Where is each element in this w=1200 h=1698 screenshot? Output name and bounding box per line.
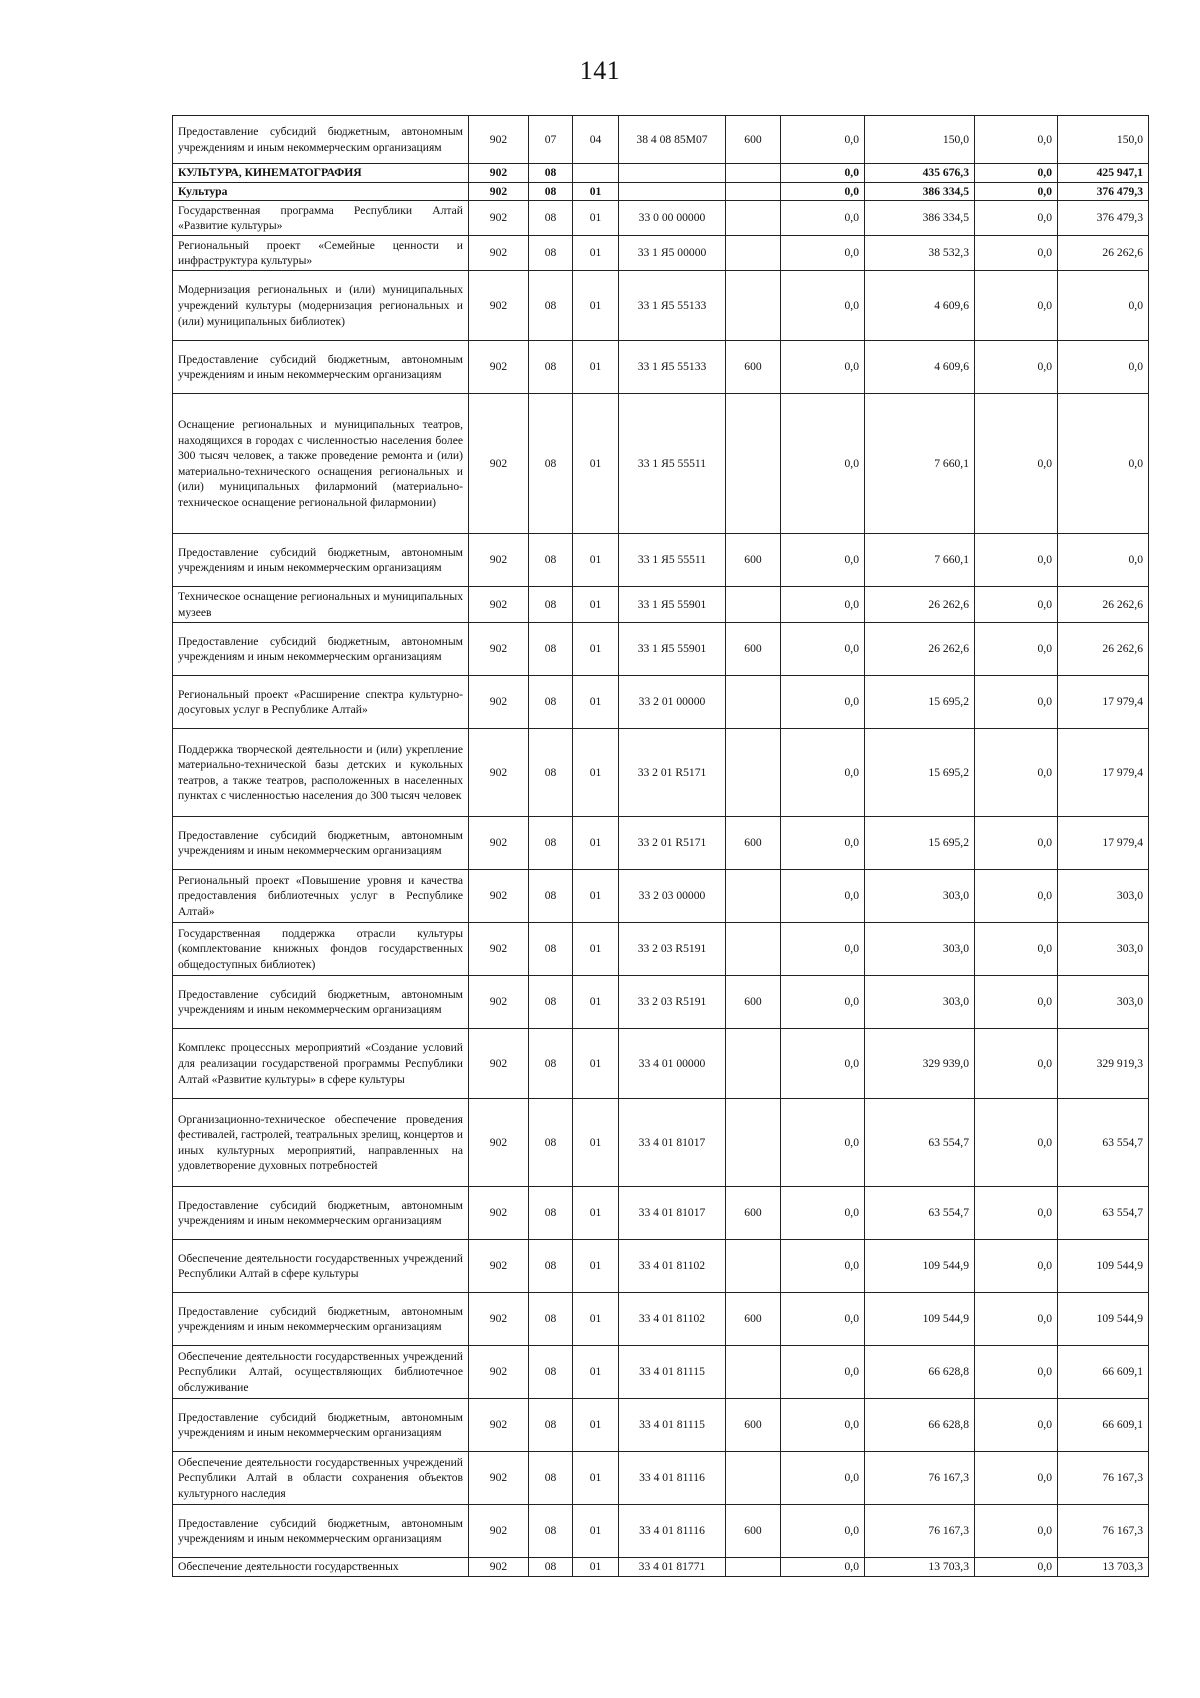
target-article-cell: 33 1 Я5 55133 <box>619 271 726 341</box>
section-code-cell: 08 <box>529 394 573 534</box>
expense-name-cell: Предоставление субсидий бюджетным, автономным учреждениям и иным некоммерческим организациям <box>173 341 469 394</box>
ministry-code-cell: 902 <box>469 271 529 341</box>
subsection-code-cell: 01 <box>573 1399 619 1452</box>
amount-2-cell: 63 554,7 <box>865 1099 975 1187</box>
amount-4-cell: 109 544,9 <box>1058 1240 1149 1293</box>
amount-2-cell: 150,0 <box>865 116 975 164</box>
amount-1-cell: 0,0 <box>781 182 865 201</box>
amount-1-cell: 0,0 <box>781 1240 865 1293</box>
amount-4-cell: 303,0 <box>1058 976 1149 1029</box>
amount-3-cell: 0,0 <box>975 341 1058 394</box>
amount-4-cell: 303,0 <box>1058 923 1149 976</box>
table-row <box>173 817 1149 870</box>
amount-3-cell: 0,0 <box>975 1240 1058 1293</box>
amount-4-cell: 63 554,7 <box>1058 1099 1149 1187</box>
target-article-cell: 33 4 01 81115 <box>619 1399 726 1452</box>
amount-1-cell: 0,0 <box>781 1346 865 1399</box>
subsection-code-cell: 01 <box>573 1505 619 1558</box>
amount-3-cell: 0,0 <box>975 676 1058 729</box>
section-code-cell: 08 <box>529 341 573 394</box>
ministry-code-cell: 902 <box>469 236 529 271</box>
amount-1-cell: 0,0 <box>781 1558 865 1577</box>
expense-name-cell: Государственная программа Республики Алтай «Развитие культуры» <box>173 201 469 236</box>
subsection-code-cell: 01 <box>573 817 619 870</box>
section-code-cell: 08 <box>529 271 573 341</box>
amount-1-cell: 0,0 <box>781 394 865 534</box>
amount-1-cell: 0,0 <box>781 271 865 341</box>
table-row <box>173 1399 1149 1452</box>
expense-type-cell <box>726 1099 781 1187</box>
amount-3-cell: 0,0 <box>975 394 1058 534</box>
amount-2-cell: 66 628,8 <box>865 1346 975 1399</box>
subsection-code-cell: 04 <box>573 116 619 164</box>
expense-name-cell: Предоставление субсидий бюджетным, автономным учреждениям и иным некоммерческим организациям <box>173 116 469 164</box>
amount-4-cell: 376 479,3 <box>1058 182 1149 201</box>
table-row <box>173 676 1149 729</box>
subsection-code-cell: 01 <box>573 1452 619 1505</box>
section-code-cell: 08 <box>529 623 573 676</box>
amount-2-cell: 303,0 <box>865 923 975 976</box>
amount-4-cell: 17 979,4 <box>1058 676 1149 729</box>
expense-type-cell: 600 <box>726 817 781 870</box>
target-article-cell: 33 4 01 81115 <box>619 1346 726 1399</box>
amount-4-cell: 17 979,4 <box>1058 817 1149 870</box>
expense-type-cell <box>726 182 781 201</box>
section-code-cell: 08 <box>529 817 573 870</box>
table-row <box>173 1187 1149 1240</box>
amount-3-cell: 0,0 <box>975 182 1058 201</box>
target-article-cell: 33 4 01 81116 <box>619 1452 726 1505</box>
table-row <box>173 729 1149 817</box>
table-row <box>173 1293 1149 1346</box>
expense-type-cell <box>726 236 781 271</box>
amount-1-cell: 0,0 <box>781 1505 865 1558</box>
subsection-code-cell: 01 <box>573 1029 619 1099</box>
table-row <box>173 271 1149 341</box>
target-article-cell: 33 2 01 00000 <box>619 676 726 729</box>
target-article-cell: 33 2 01 R5171 <box>619 729 726 817</box>
target-article-cell: 33 1 Я5 55901 <box>619 587 726 623</box>
expense-type-cell <box>726 587 781 623</box>
ministry-code-cell: 902 <box>469 116 529 164</box>
table-row <box>173 623 1149 676</box>
amount-2-cell: 15 695,2 <box>865 817 975 870</box>
expense-name-cell: Обеспечение деятельности государственных учреждений Республики Алтай, осуществляющих библиотечное обслуживание <box>173 1346 469 1399</box>
amount-2-cell: 76 167,3 <box>865 1505 975 1558</box>
expense-name-cell: Обеспечение деятельности государственных учреждений Республики Алтай в области сохранения объектов культурного наследия <box>173 1452 469 1505</box>
section-code-cell: 08 <box>529 1558 573 1577</box>
ministry-code-cell: 902 <box>469 1099 529 1187</box>
table-row <box>173 341 1149 394</box>
amount-1-cell: 0,0 <box>781 729 865 817</box>
section-code-cell: 08 <box>529 1399 573 1452</box>
subsection-code-cell: 01 <box>573 976 619 1029</box>
expense-type-cell: 600 <box>726 116 781 164</box>
amount-4-cell: 0,0 <box>1058 394 1149 534</box>
amount-3-cell: 0,0 <box>975 870 1058 923</box>
amount-3-cell: 0,0 <box>975 201 1058 236</box>
amount-4-cell: 303,0 <box>1058 870 1149 923</box>
amount-2-cell: 15 695,2 <box>865 676 975 729</box>
target-article-cell: 33 2 03 00000 <box>619 870 726 923</box>
expense-type-cell <box>726 1240 781 1293</box>
expense-name-cell: Оснащение региональных и муниципальных театров, находящихся в городах с численностью населения более 300 тысяч человек, а также проведение ремонта и (или) материально-технического оснащения региональных и (или) муниципальных филармоний (материально-техническое оснащение региональной филармонии) <box>173 394 469 534</box>
target-article-cell: 33 1 Я5 00000 <box>619 236 726 271</box>
table-row <box>173 1029 1149 1099</box>
amount-3-cell: 0,0 <box>975 1187 1058 1240</box>
section-code-cell: 07 <box>529 116 573 164</box>
table-row <box>173 164 1149 183</box>
table-row <box>173 182 1149 201</box>
subsection-code-cell: 01 <box>573 587 619 623</box>
amount-3-cell: 0,0 <box>975 1505 1058 1558</box>
page-number: 141 <box>579 56 621 85</box>
amount-4-cell: 376 479,3 <box>1058 201 1149 236</box>
amount-2-cell: 13 703,3 <box>865 1558 975 1577</box>
expense-name-cell: Модернизация региональных и (или) муниципальных учреждений культуры (модернизация региональных и (или) муниципальных библиотек) <box>173 271 469 341</box>
section-code-cell: 08 <box>529 1240 573 1293</box>
ministry-code-cell: 902 <box>469 394 529 534</box>
ministry-code-cell: 902 <box>469 1452 529 1505</box>
amount-2-cell: 109 544,9 <box>865 1293 975 1346</box>
table-row <box>173 394 1149 534</box>
target-article-cell: 33 2 03 R5191 <box>619 976 726 1029</box>
expense-name-cell: Организационно-техническое обеспечение проведения фестивалей, гастролей, театральных зрелищ, концертов и иных культурных мероприятий, направленных на удовлетворение духовных потребностей <box>173 1099 469 1187</box>
amount-1-cell: 0,0 <box>781 976 865 1029</box>
amount-3-cell: 0,0 <box>975 534 1058 587</box>
amount-1-cell: 0,0 <box>781 341 865 394</box>
ministry-code-cell: 902 <box>469 1399 529 1452</box>
expense-type-cell <box>726 870 781 923</box>
expense-name-cell: Государственная поддержка отрасли культуры (комплектование книжных фондов государственных общедоступных библиотек) <box>173 923 469 976</box>
expense-name-cell: Обеспечение деятельности государственных учреждений Республики Алтай в сфере культуры <box>173 1240 469 1293</box>
amount-4-cell: 66 609,1 <box>1058 1399 1149 1452</box>
expense-type-cell: 600 <box>726 341 781 394</box>
amount-2-cell: 4 609,6 <box>865 341 975 394</box>
section-code-cell: 08 <box>529 182 573 201</box>
table-row <box>173 1240 1149 1293</box>
amount-3-cell: 0,0 <box>975 1099 1058 1187</box>
target-article-cell <box>619 182 726 201</box>
expense-type-cell <box>726 1346 781 1399</box>
amount-4-cell: 0,0 <box>1058 271 1149 341</box>
table-row <box>173 1099 1149 1187</box>
expense-type-cell: 600 <box>726 534 781 587</box>
target-article-cell: 33 4 01 81771 <box>619 1558 726 1577</box>
table-row <box>173 1558 1149 1577</box>
subsection-code-cell: 01 <box>573 236 619 271</box>
section-code-cell: 08 <box>529 1029 573 1099</box>
expense-name-cell: Предоставление субсидий бюджетным, автономным учреждениям и иным некоммерческим организациям <box>173 623 469 676</box>
amount-4-cell: 109 544,9 <box>1058 1293 1149 1346</box>
ministry-code-cell: 902 <box>469 534 529 587</box>
amount-2-cell: 38 532,3 <box>865 236 975 271</box>
ministry-code-cell: 902 <box>469 164 529 183</box>
amount-2-cell: 303,0 <box>865 870 975 923</box>
expense-type-cell: 600 <box>726 1187 781 1240</box>
target-article-cell: 33 4 01 81017 <box>619 1187 726 1240</box>
subsection-code-cell: 01 <box>573 394 619 534</box>
target-article-cell <box>619 164 726 183</box>
amount-2-cell: 66 628,8 <box>865 1399 975 1452</box>
ministry-code-cell: 902 <box>469 341 529 394</box>
table-row <box>173 534 1149 587</box>
amount-1-cell: 0,0 <box>781 1452 865 1505</box>
amount-4-cell: 63 554,7 <box>1058 1187 1149 1240</box>
ministry-code-cell: 902 <box>469 976 529 1029</box>
amount-3-cell: 0,0 <box>975 1293 1058 1346</box>
section-code-cell: 08 <box>529 201 573 236</box>
amount-2-cell: 435 676,3 <box>865 164 975 183</box>
subsection-code-cell: 01 <box>573 182 619 201</box>
subsection-code-cell: 01 <box>573 1558 619 1577</box>
amount-4-cell: 17 979,4 <box>1058 729 1149 817</box>
amount-3-cell: 0,0 <box>975 1346 1058 1399</box>
ministry-code-cell: 902 <box>469 623 529 676</box>
amount-1-cell: 0,0 <box>781 817 865 870</box>
expense-type-cell: 600 <box>726 1399 781 1452</box>
expense-type-cell <box>726 1029 781 1099</box>
amount-3-cell: 0,0 <box>975 729 1058 817</box>
subsection-code-cell: 01 <box>573 1346 619 1399</box>
amount-2-cell: 329 939,0 <box>865 1029 975 1099</box>
ministry-code-cell: 902 <box>469 1293 529 1346</box>
expense-name-cell: Региональный проект «Семейные ценности и инфраструктура культуры» <box>173 236 469 271</box>
expense-type-cell <box>726 201 781 236</box>
target-article-cell: 33 1 Я5 55511 <box>619 394 726 534</box>
ministry-code-cell: 902 <box>469 1505 529 1558</box>
ministry-code-cell: 902 <box>469 923 529 976</box>
amount-2-cell: 303,0 <box>865 976 975 1029</box>
amount-3-cell: 0,0 <box>975 236 1058 271</box>
target-article-cell: 33 2 03 R5191 <box>619 923 726 976</box>
expense-name-cell: Предоставление субсидий бюджетным, автономным учреждениям и иным некоммерческим организациям <box>173 1293 469 1346</box>
expense-name-cell: Обеспечение деятельности государственных <box>173 1558 469 1577</box>
table-row <box>173 201 1149 236</box>
amount-4-cell: 13 703,3 <box>1058 1558 1149 1577</box>
table-row <box>173 236 1149 271</box>
expense-type-cell <box>726 1558 781 1577</box>
ministry-code-cell: 902 <box>469 1187 529 1240</box>
amount-3-cell: 0,0 <box>975 116 1058 164</box>
amount-1-cell: 0,0 <box>781 587 865 623</box>
target-article-cell: 33 4 01 81116 <box>619 1505 726 1558</box>
subsection-code-cell: 01 <box>573 271 619 341</box>
amount-4-cell: 0,0 <box>1058 341 1149 394</box>
expense-type-cell: 600 <box>726 623 781 676</box>
target-article-cell: 38 4 08 85М07 <box>619 116 726 164</box>
target-article-cell: 33 1 Я5 55901 <box>619 623 726 676</box>
expense-type-cell <box>726 271 781 341</box>
subsection-code-cell: 01 <box>573 201 619 236</box>
ministry-code-cell: 902 <box>469 201 529 236</box>
section-code-cell: 08 <box>529 1346 573 1399</box>
amount-4-cell: 26 262,6 <box>1058 236 1149 271</box>
amount-4-cell: 26 262,6 <box>1058 623 1149 676</box>
amount-3-cell: 0,0 <box>975 817 1058 870</box>
target-article-cell: 33 4 01 81017 <box>619 1099 726 1187</box>
expense-type-cell <box>726 394 781 534</box>
amount-2-cell: 76 167,3 <box>865 1452 975 1505</box>
amount-3-cell: 0,0 <box>975 923 1058 976</box>
table-row <box>173 1452 1149 1505</box>
subsection-code-cell: 01 <box>573 923 619 976</box>
amount-3-cell: 0,0 <box>975 1029 1058 1099</box>
amount-2-cell: 386 334,5 <box>865 201 975 236</box>
section-code-cell: 08 <box>529 236 573 271</box>
section-code-cell: 08 <box>529 1293 573 1346</box>
amount-1-cell: 0,0 <box>781 1399 865 1452</box>
expense-type-cell: 600 <box>726 1293 781 1346</box>
budget-table <box>172 115 1149 1577</box>
amount-4-cell: 329 919,3 <box>1058 1029 1149 1099</box>
expense-name-cell: Техническое оснащение региональных и муниципальных музеев <box>173 587 469 623</box>
ministry-code-cell: 902 <box>469 870 529 923</box>
amount-4-cell: 150,0 <box>1058 116 1149 164</box>
ministry-code-cell: 902 <box>469 1346 529 1399</box>
section-code-cell: 08 <box>529 729 573 817</box>
target-article-cell: 33 2 01 R5171 <box>619 817 726 870</box>
section-code-cell: 08 <box>529 976 573 1029</box>
table-row <box>173 587 1149 623</box>
amount-1-cell: 0,0 <box>781 116 865 164</box>
ministry-code-cell: 902 <box>469 729 529 817</box>
table-row <box>173 1346 1149 1399</box>
expense-name-cell: Комплекс процессных мероприятий «Создание условий для реализации государственой программы Республики Алтай «Развитие культуры» в сфере культуры <box>173 1029 469 1099</box>
amount-4-cell: 66 609,1 <box>1058 1346 1149 1399</box>
target-article-cell: 33 4 01 81102 <box>619 1293 726 1346</box>
amount-1-cell: 0,0 <box>781 1099 865 1187</box>
amount-1-cell: 0,0 <box>781 201 865 236</box>
subsection-code-cell <box>573 164 619 183</box>
expense-type-cell <box>726 1452 781 1505</box>
subsection-code-cell: 01 <box>573 534 619 587</box>
ministry-code-cell: 902 <box>469 1029 529 1099</box>
amount-2-cell: 109 544,9 <box>865 1240 975 1293</box>
amount-2-cell: 386 334,5 <box>865 182 975 201</box>
amount-1-cell: 0,0 <box>781 676 865 729</box>
section-code-cell: 08 <box>529 923 573 976</box>
table-row <box>173 870 1149 923</box>
expense-name-cell: Предоставление субсидий бюджетным, автономным учреждениям и иным некоммерческим организациям <box>173 1187 469 1240</box>
target-article-cell: 33 1 Я5 55133 <box>619 341 726 394</box>
amount-1-cell: 0,0 <box>781 534 865 587</box>
amount-3-cell: 0,0 <box>975 1452 1058 1505</box>
ministry-code-cell: 902 <box>469 1240 529 1293</box>
expense-type-cell <box>726 923 781 976</box>
subsection-code-cell: 01 <box>573 729 619 817</box>
amount-2-cell: 26 262,6 <box>865 587 975 623</box>
amount-3-cell: 0,0 <box>975 164 1058 183</box>
subsection-code-cell: 01 <box>573 1187 619 1240</box>
expense-name-cell: Культура <box>173 182 469 201</box>
amount-4-cell: 26 262,6 <box>1058 587 1149 623</box>
amount-3-cell: 0,0 <box>975 1399 1058 1452</box>
ministry-code-cell: 902 <box>469 817 529 870</box>
expense-name-cell: Предоставление субсидий бюджетным, автономным учреждениям и иным некоммерческим организациям <box>173 534 469 587</box>
amount-3-cell: 0,0 <box>975 1558 1058 1577</box>
expense-name-cell: Региональный проект «Расширение спектра культурно-досуговых услуг в Республике Алтай» <box>173 676 469 729</box>
amount-2-cell: 15 695,2 <box>865 729 975 817</box>
section-code-cell: 08 <box>529 587 573 623</box>
subsection-code-cell: 01 <box>573 623 619 676</box>
amount-1-cell: 0,0 <box>781 923 865 976</box>
expense-name-cell: Региональный проект «Повышение уровня и качества предоставления библиотечных услуг в Республике Алтай» <box>173 870 469 923</box>
ministry-code-cell: 902 <box>469 587 529 623</box>
subsection-code-cell: 01 <box>573 676 619 729</box>
ministry-code-cell: 902 <box>469 1558 529 1577</box>
ministry-code-cell: 902 <box>469 182 529 201</box>
amount-4-cell: 425 947,1 <box>1058 164 1149 183</box>
expense-name-cell: Предоставление субсидий бюджетным, автономным учреждениям и иным некоммерческим организациям <box>173 1505 469 1558</box>
amount-2-cell: 26 262,6 <box>865 623 975 676</box>
amount-2-cell: 7 660,1 <box>865 534 975 587</box>
target-article-cell: 33 4 01 00000 <box>619 1029 726 1099</box>
target-article-cell: 33 4 01 81102 <box>619 1240 726 1293</box>
expense-name-cell: Предоставление субсидий бюджетным, автономным учреждениям и иным некоммерческим организациям <box>173 1399 469 1452</box>
expense-name-cell: КУЛЬТУРА, КИНЕМАТОГРАФИЯ <box>173 164 469 183</box>
subsection-code-cell: 01 <box>573 1099 619 1187</box>
amount-3-cell: 0,0 <box>975 271 1058 341</box>
expense-type-cell <box>726 676 781 729</box>
amount-1-cell: 0,0 <box>781 623 865 676</box>
section-code-cell: 08 <box>529 1099 573 1187</box>
expense-name-cell: Предоставление субсидий бюджетным, автономным учреждениям и иным некоммерческим организациям <box>173 976 469 1029</box>
amount-3-cell: 0,0 <box>975 587 1058 623</box>
amount-3-cell: 0,0 <box>975 623 1058 676</box>
target-article-cell: 33 1 Я5 55511 <box>619 534 726 587</box>
table-row <box>173 976 1149 1029</box>
amount-4-cell: 0,0 <box>1058 534 1149 587</box>
amount-1-cell: 0,0 <box>781 164 865 183</box>
ministry-code-cell: 902 <box>469 676 529 729</box>
amount-1-cell: 0,0 <box>781 870 865 923</box>
subsection-code-cell: 01 <box>573 1293 619 1346</box>
section-code-cell: 08 <box>529 164 573 183</box>
amount-3-cell: 0,0 <box>975 976 1058 1029</box>
table-row <box>173 1505 1149 1558</box>
expense-type-cell: 600 <box>726 1505 781 1558</box>
expense-name-cell: Предоставление субсидий бюджетным, автономным учреждениям и иным некоммерческим организациям <box>173 817 469 870</box>
amount-2-cell: 63 554,7 <box>865 1187 975 1240</box>
target-article-cell: 33 0 00 00000 <box>619 201 726 236</box>
amount-4-cell: 76 167,3 <box>1058 1505 1149 1558</box>
amount-1-cell: 0,0 <box>781 236 865 271</box>
section-code-cell: 08 <box>529 1187 573 1240</box>
subsection-code-cell: 01 <box>573 1240 619 1293</box>
section-code-cell: 08 <box>529 1505 573 1558</box>
expense-type-cell: 600 <box>726 976 781 1029</box>
section-code-cell: 08 <box>529 676 573 729</box>
amount-2-cell: 4 609,6 <box>865 271 975 341</box>
subsection-code-cell: 01 <box>573 870 619 923</box>
section-code-cell: 08 <box>529 534 573 587</box>
section-code-cell: 08 <box>529 1452 573 1505</box>
amount-1-cell: 0,0 <box>781 1029 865 1099</box>
expense-name-cell: Поддержка творческой деятельности и (или) укрепление материально-технической базы детских и кукольных театров, а также театров, расположенных в населенных пунктах с численностью населения до 300 тысяч человек <box>173 729 469 817</box>
table-row <box>173 116 1149 164</box>
subsection-code-cell: 01 <box>573 341 619 394</box>
expense-type-cell <box>726 164 781 183</box>
section-code-cell: 08 <box>529 870 573 923</box>
expense-type-cell <box>726 729 781 817</box>
table-row <box>173 923 1149 976</box>
amount-4-cell: 76 167,3 <box>1058 1452 1149 1505</box>
amount-1-cell: 0,0 <box>781 1293 865 1346</box>
amount-2-cell: 7 660,1 <box>865 394 975 534</box>
amount-1-cell: 0,0 <box>781 1187 865 1240</box>
